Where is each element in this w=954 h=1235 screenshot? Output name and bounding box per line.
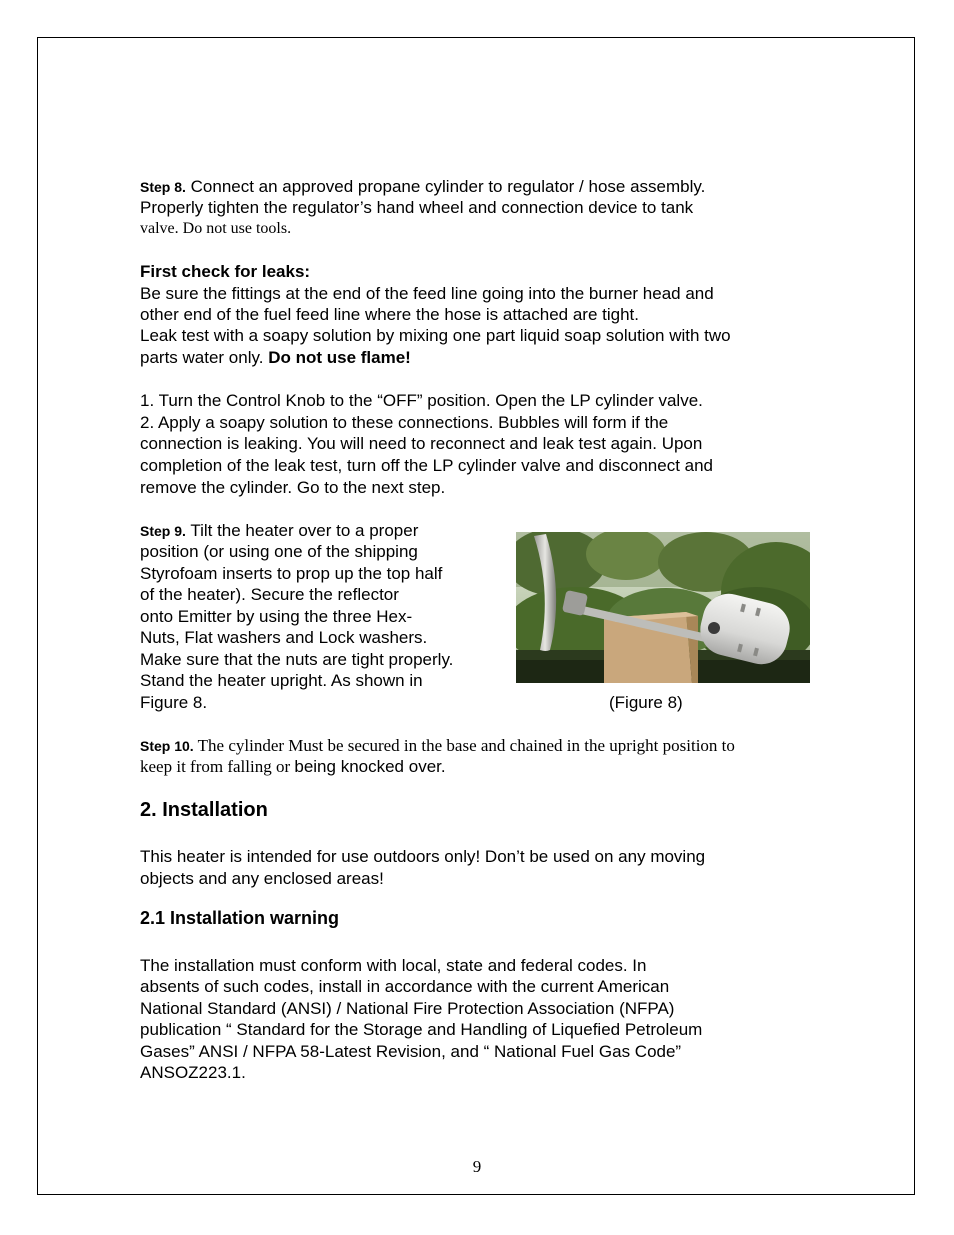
step9-line5: onto Emitter by using the three Hex-: [140, 607, 413, 626]
leaks-heading: First check for leaks:: [140, 262, 311, 281]
installation-line1: This heater is intended for use outdoors only! Don’t be used on any moving: [140, 847, 706, 866]
step9-line6: Nuts, Flat washers and Lock washers.: [140, 628, 428, 647]
step10-text2b: being knocked over.: [294, 757, 446, 776]
leaks-line3: Leak test with a soapy solution by mixing one part liquid soap solution with two: [140, 326, 731, 345]
installation-line2: objects and any enclosed areas!: [140, 869, 384, 888]
step8-line3: valve. Do not use tools.: [140, 220, 292, 237]
step10-text1: The cylinder Must be secured in the base and chained in the upright position to: [193, 736, 735, 755]
warning-line5: Gases” ANSI / NFPA 58-Latest Revision, and “ National Fuel Gas Code”: [140, 1042, 682, 1061]
step9-line9: Figure 8.: [140, 693, 208, 712]
figure-8-photo: [516, 532, 810, 683]
list-item-2-line1: 2. Apply a soapy solution to these connections. Bubbles will form if the: [140, 413, 669, 432]
warning-line1: The installation must conform with local, state and federal codes. In: [140, 956, 647, 975]
step10-text2a: keep it from falling or: [140, 757, 295, 776]
installation-warning-heading: 2.1 Installation warning: [140, 908, 340, 928]
leaks-line2: other end of the fuel feed line where the hose is attached are tight.: [140, 305, 640, 324]
step9-line4: of the heater). Secure the reflector: [140, 585, 399, 604]
list-item-2-line4: remove the cylinder. Go to the next step.: [140, 478, 446, 497]
list-item-1: 1. Turn the Control Knob to the “OFF” position. Open the LP cylinder valve.: [140, 391, 703, 410]
step10-label: Step 10.: [140, 738, 194, 754]
step10-line1: [140, 735, 735, 758]
warning-line4: publication “ Standard for the Storage and Handling of Liquefied Petroleum: [140, 1020, 703, 1039]
installation-heading: 2. Installation: [140, 799, 268, 821]
no-flame-warning: Do not use flame!: [268, 348, 411, 367]
leaks-line4-text: parts water only.: [140, 348, 269, 367]
page-number: 9: [472, 1157, 482, 1176]
step8-text1: Connect an approved propane cylinder to regulator / hose assembly.: [185, 177, 706, 196]
warning-line6: ANSOZ223.1.: [140, 1063, 246, 1082]
step8-line2: Properly tighten the regulator’s hand wheel and connection device to tank: [140, 198, 694, 217]
step9-text1: Tilt the heater over to a proper: [185, 521, 419, 540]
list-item-2-line3: completion of the leak test, turn off the LP cylinder valve and disconnect and: [140, 456, 714, 475]
step8-line1: [140, 176, 705, 199]
step9-label: Step 9.: [140, 523, 186, 539]
step9-line3: Styrofoam inserts to prop up the top half: [140, 564, 443, 583]
heater-photo-illustration: [516, 532, 810, 683]
step9-line8: Stand the heater upright. As shown in: [140, 671, 423, 690]
step9-line2: position (or using one of the shipping: [140, 542, 418, 561]
warning-line3: National Standard (ANSI) / National Fire Protection Association (NFPA): [140, 999, 675, 1018]
step9-line1: [140, 520, 418, 543]
step10-line2: [140, 756, 446, 778]
step9-line7: Make sure that the nuts are tight properly.: [140, 650, 454, 669]
leaks-line1: Be sure the fittings at the end of the feed line going into the burner head and: [140, 284, 714, 303]
list-item-2-line2: connection is leaking. You will need to reconnect and leak test again. Upon: [140, 434, 703, 453]
figure-8-caption: (Figure 8): [609, 693, 683, 712]
warning-line2: absents of such codes, install in accordance with the current American: [140, 977, 670, 996]
leaks-line4: [140, 347, 411, 369]
step8-label: Step 8.: [140, 179, 186, 195]
